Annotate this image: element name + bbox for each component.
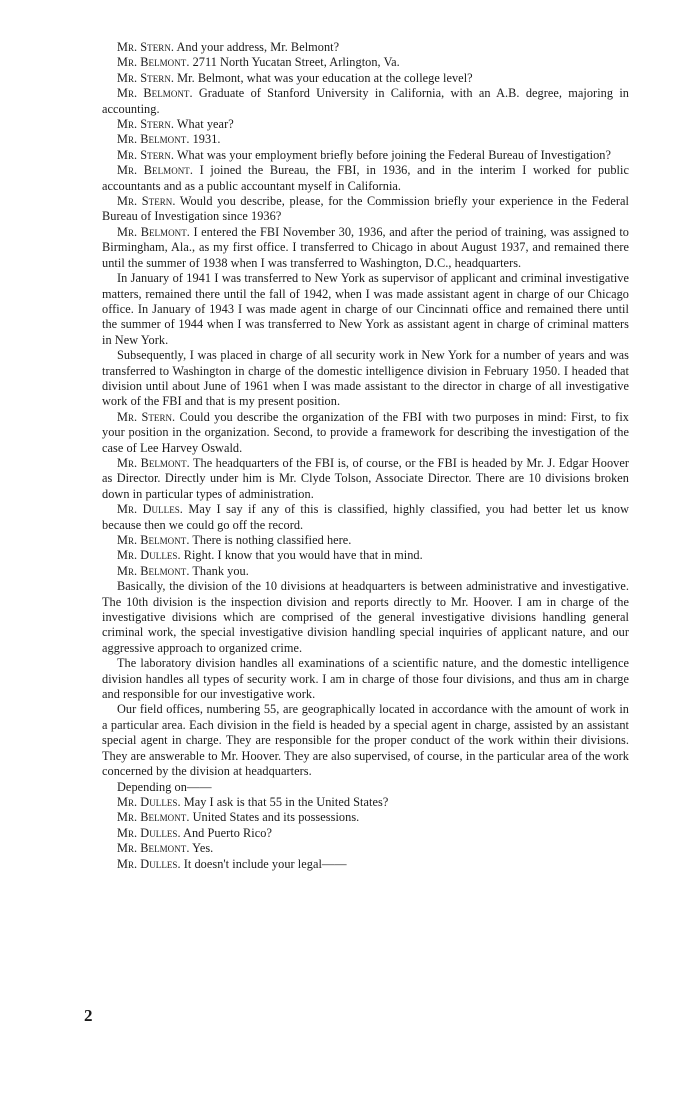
paragraph-text: Subsequently, I was placed in charge of all security work in New York for a number of years and was transferred to Washington in charge of the domestic intelligence division in February 1950. I headed that division until about June of 1961 when I was made assistant to the director in charge of all investigative work of the FBI and that is my present position. [102,348,629,409]
paragraph-text: Mr. Belmont, what was your education at the college level? [174,70,473,85]
speaker-name: Mr. Dulles. [117,794,181,809]
paragraph-text: 1931. [189,132,221,147]
paragraph-text: In January of 1941 I was transferred to New York as supervisor of applicant and criminal investigative matters, remained there until the fall of 1942, when I was made assistant agent in charge of our Chicago office. In January of 1943 I was made agent in charge of our Cincinnati office and remained there until the summer of 1944 when I was transferred to New York as assistant agent in charge of criminal matters in New York. [102,271,629,347]
speaker-name: Mr. Stern. [117,70,174,85]
paragraph [102,271,629,348]
speaker-name: Mr. Belmont. [117,55,190,70]
paragraph [102,163,629,194]
paragraph [102,780,629,795]
paragraph [102,564,629,579]
paragraph [102,702,629,779]
paragraph [102,71,629,86]
speaker-name: Mr. Belmont. [117,810,190,825]
paragraph [102,86,629,117]
paragraph-text: May I ask is that 55 in the United States? [180,794,389,809]
paragraph-text: What was your employment briefly before joining the Federal Bureau of Investigation? [174,147,612,162]
paragraph [102,148,629,163]
speaker-name: Mr. Belmont. [117,533,190,547]
paragraph-text: It doesn't include your legal—— [180,856,347,871]
paragraph-text: May I say if any of this is classified, highly classified, you had better let us know because then we could go off the record. [102,502,629,532]
paragraph-text: Basically, the division of the 10 divisions at headquarters is between administrative and investigative. The 10th division is the inspection division and reports directly to Mr. Hoover. I am in charge of the investigative divisions which are comprised of the general investigative divisions handling general criminal work, the special investigative division handling special inquiries of applicant nature, and our aggressive approach to organized crime. [102,579,629,655]
speaker-name: Mr. Belmont. [117,563,190,578]
transcript-page [102,40,629,872]
paragraph-text: There is nothing classified here. [189,533,352,547]
paragraph-text: Our field offices, numbering 55, are geographically located in accordance with the amount of work in a particular area. Each division in the field is headed by a special agent in charge, assisted by an assistant special agent in charge. They are responsible for the proper conduct of the work within their divisions. They are answerable to Mr. Hoover. They are also supervised, of course, in the particular area of the work concerned by the division at headquarters. [102,702,629,779]
paragraph [102,826,629,841]
speaker-name: Mr. Stern. [117,147,174,162]
paragraph-text: The laboratory division handles all examinations of a scientific nature, and the domestic intelligence division handles all types of security work. I am in charge of those four divisions, and thus am in charge and responsible for our investigative work. [102,656,629,702]
paragraph-text: Thank you. [189,563,249,578]
speaker-name: Mr. Stern. [117,409,176,424]
paragraph-text: Graduate of Stanford University in California, with an A.B. degree, majoring in accounting. [102,86,629,116]
speaker-name: Mr. Dulles. [117,825,181,840]
speaker-name: Mr. Belmont. [117,163,193,178]
paragraph [102,810,629,825]
paragraph [102,579,629,656]
paragraph-text: What year? [174,117,234,132]
speaker-name: Mr. Belmont. [117,224,190,239]
paragraph-text: I entered the FBI November 30, 1936, and after the period of training, was assigned to Birmingham, Ala., as my first office. I transferred to Chicago in about August 1937, and remained there until the summer of 1938 when I was transferred to Washington, D.C., headquarters. [102,224,629,270]
paragraph-text: Would you describe, please, for the Commission briefly your experience in the Federal Bureau of Investigation since 1936? [102,194,629,224]
speaker-name: Mr. Stern. [117,194,176,209]
paragraph-text: Yes. [189,841,214,856]
speaker-name: Mr. Belmont. [117,86,193,101]
speaker-name: Mr. Stern. [117,40,174,54]
paragraph [102,656,629,702]
paragraph [102,548,629,563]
paragraph-text: Right. I know that you would have that in mind. [180,548,423,563]
page-number: 2 [84,1006,93,1025]
speaker-name: Mr. Belmont. [117,455,190,470]
speaker-name: Mr. Stern. [117,117,174,132]
paragraph [102,225,629,271]
paragraph [102,117,629,132]
paragraph-text: I joined the Bureau, the FBI, in 1936, and in the interim I worked for public accountants and as a public accountant myself in California. [102,163,629,193]
paragraph-text: 2711 North Yucatan Street, Arlington, Va. [189,55,400,70]
paragraph [102,194,629,225]
speaker-name: Mr. Dulles. [117,502,183,517]
paragraph [102,857,629,872]
paragraph [102,132,629,147]
speaker-name: Mr. Dulles. [117,548,181,563]
paragraph-text: United States and its possessions. [189,810,360,825]
paragraph [102,55,629,70]
paragraph [102,348,629,410]
paragraph [102,795,629,810]
paragraph-text: The headquarters of the FBI is, of course, or the FBI is headed by Mr. J. Edgar Hoover as Director. Directly under him is Mr. Clyde Tolson, Associate Director. There are 10 divisions broken down in particular types of administration. [102,455,629,501]
paragraph-text: Depending on—— [117,779,212,794]
paragraph [102,841,629,856]
paragraph [102,456,629,502]
speaker-name: Mr. Belmont. [117,132,190,147]
speaker-name: Mr. Belmont. [117,841,190,856]
paragraph-text: And Puerto Rico? [180,825,272,840]
paragraph [102,410,629,456]
paragraph-text: And your address, Mr. Belmont? [174,40,340,54]
paragraph-text: Could you describe the organization of the FBI with two purposes in mind: First, to fix your position in the organization. Second, to provide a framework for describing the investigation of the case of Lee Harvey Oswald. [102,409,629,455]
paragraph [102,502,629,533]
speaker-name: Mr. Dulles. [117,856,181,871]
paragraph [102,533,629,548]
paragraph [102,40,629,55]
